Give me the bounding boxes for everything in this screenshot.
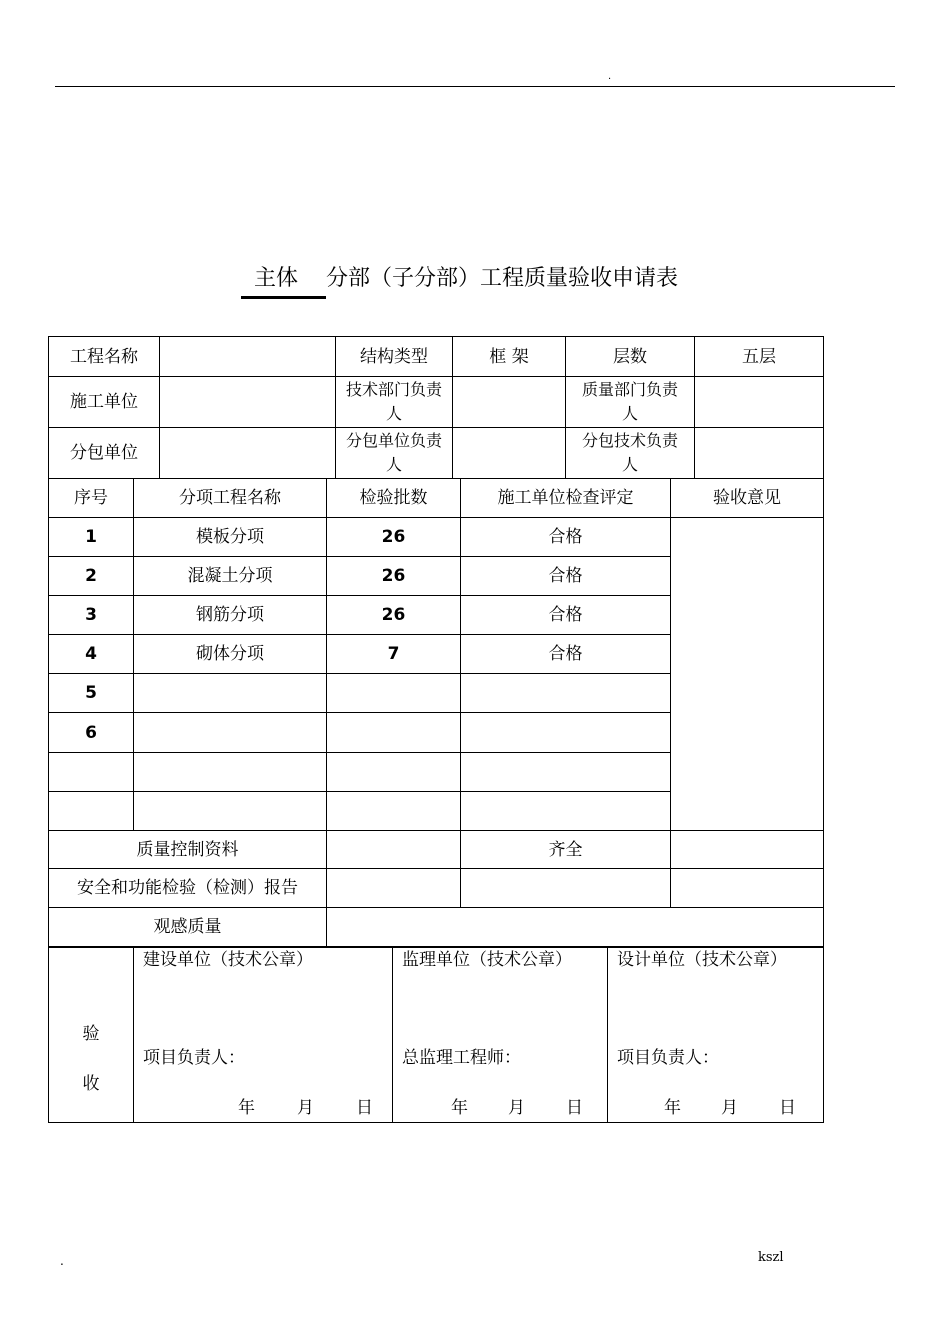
title-rest: 分部（子分部）工程质量验收申请表	[326, 266, 679, 291]
sub-head-value[interactable]	[453, 428, 566, 479]
title-underline	[241, 296, 326, 299]
acceptance-table	[48, 947, 824, 1123]
supervision-responsible-label: 总监理工程师：	[402, 1048, 521, 1068]
acceptance-label-2: 收	[82, 1074, 100, 1094]
header-dot: .	[608, 71, 612, 82]
sub-tech-head-value[interactable]	[695, 428, 824, 479]
footer-code: kszl	[758, 1250, 784, 1265]
safety-eval[interactable]	[461, 869, 671, 908]
date-day: 日	[356, 1098, 373, 1118]
quality-docs-opinion[interactable]	[671, 831, 824, 869]
tech-head-value[interactable]	[453, 377, 566, 428]
design-responsible-label: 项目负责人：	[617, 1048, 719, 1068]
title-main: 主体	[254, 266, 299, 291]
sub-head-label: 分包单位负责人	[336, 428, 453, 479]
header-opinion: 验收意见	[671, 479, 824, 518]
safety-row	[49, 869, 824, 908]
row-no: 6	[49, 713, 134, 753]
date-day: 日	[779, 1098, 796, 1118]
row-eval[interactable]: 合格	[461, 557, 671, 596]
floors-value[interactable]: 五层	[695, 337, 824, 377]
row-batches[interactable]	[327, 753, 461, 792]
floors-label: 层数	[566, 337, 695, 377]
row-name[interactable]: 混凝土分项	[134, 557, 327, 596]
row-no: 5	[49, 674, 134, 713]
row-no: 1	[49, 518, 134, 557]
project-name-value[interactable]	[160, 337, 336, 377]
safety-label: 安全和功能检验（检测）报告	[49, 869, 327, 908]
header-contractor-eval: 施工单位检查评定	[461, 479, 671, 518]
structure-label: 结构类型	[336, 337, 453, 377]
contractor-label: 施工单位	[49, 377, 160, 428]
project-info-table	[48, 336, 824, 479]
acceptance-label-cell	[49, 948, 134, 1123]
tech-head-label: 技术部门负责人	[336, 377, 453, 428]
supervision-unit-sign[interactable]	[393, 948, 608, 1123]
appearance-value[interactable]	[327, 908, 824, 947]
contractor-value[interactable]	[160, 377, 336, 428]
date-day: 日	[566, 1098, 583, 1118]
table-row	[49, 518, 824, 557]
quality-head-value[interactable]	[695, 377, 824, 428]
row-batches[interactable]	[327, 792, 461, 831]
row-eval[interactable]	[461, 792, 671, 831]
date-month: 月	[297, 1098, 314, 1118]
row-name[interactable]: 钢筋分项	[134, 596, 327, 635]
header-item-name: 分项工程名称	[134, 479, 327, 518]
row-eval[interactable]	[461, 753, 671, 792]
quality-docs-eval[interactable]: 齐全	[461, 831, 671, 869]
appearance-label: 观感质量	[49, 908, 327, 947]
date-year: 年	[238, 1098, 255, 1118]
design-unit-sign[interactable]	[608, 948, 824, 1123]
date-month: 月	[721, 1098, 738, 1118]
row-batches[interactable]: 26	[327, 518, 461, 557]
date-year: 年	[664, 1098, 681, 1118]
row-batches[interactable]	[327, 713, 461, 753]
row-no	[49, 753, 134, 792]
row-no: 3	[49, 596, 134, 635]
sub-item-table	[48, 478, 824, 947]
footer-dot: .	[60, 1254, 64, 1268]
row-name[interactable]	[134, 674, 327, 713]
construction-unit-label: 建设单位（技术公章）	[143, 950, 313, 970]
row-eval[interactable]: 合格	[461, 518, 671, 557]
date-month: 月	[508, 1098, 525, 1118]
header-batch-count: 检验批数	[327, 479, 461, 518]
row-name[interactable]	[134, 753, 327, 792]
row-eval[interactable]	[461, 713, 671, 753]
acceptance-label-1: 验	[82, 1024, 100, 1044]
header-rule	[55, 86, 895, 87]
header-seq: 序号	[49, 479, 134, 518]
row-batches[interactable]	[327, 674, 461, 713]
row-no	[49, 792, 134, 831]
row-eval[interactable]: 合格	[461, 635, 671, 674]
appearance-row	[49, 908, 824, 947]
supervision-unit-label: 监理单位（技术公章）	[402, 950, 572, 970]
row-name[interactable]: 砌体分项	[134, 635, 327, 674]
row-batches[interactable]: 26	[327, 557, 461, 596]
row-name[interactable]: 模板分项	[134, 518, 327, 557]
subcontractor-value[interactable]	[160, 428, 336, 479]
design-unit-label: 设计单位（技术公章）	[617, 950, 787, 970]
construction-unit-sign[interactable]	[134, 948, 393, 1123]
subcontractor-label: 分包单位	[49, 428, 160, 479]
safety-value[interactable]	[327, 869, 461, 908]
safety-opinion[interactable]	[671, 869, 824, 908]
page-title	[0, 262, 950, 296]
date-year: 年	[451, 1098, 468, 1118]
quality-docs-value[interactable]	[327, 831, 461, 869]
row-name[interactable]	[134, 792, 327, 831]
row-batches[interactable]: 26	[327, 596, 461, 635]
quality-docs-row	[49, 831, 824, 869]
row-name[interactable]	[134, 713, 327, 753]
row-eval[interactable]: 合格	[461, 596, 671, 635]
structure-value[interactable]: 框 架	[453, 337, 566, 377]
row-batches[interactable]: 7	[327, 635, 461, 674]
sub-tech-head-label: 分包技术负责人	[566, 428, 695, 479]
quality-docs-label: 质量控制资料	[49, 831, 327, 869]
row-no: 4	[49, 635, 134, 674]
construction-responsible-label: 项目负责人：	[143, 1048, 245, 1068]
quality-head-label: 质量部门负责人	[566, 377, 695, 428]
row-no: 2	[49, 557, 134, 596]
project-name-label: 工程名称	[49, 337, 160, 377]
row-eval[interactable]	[461, 674, 671, 713]
opinion-cell[interactable]	[671, 518, 824, 831]
